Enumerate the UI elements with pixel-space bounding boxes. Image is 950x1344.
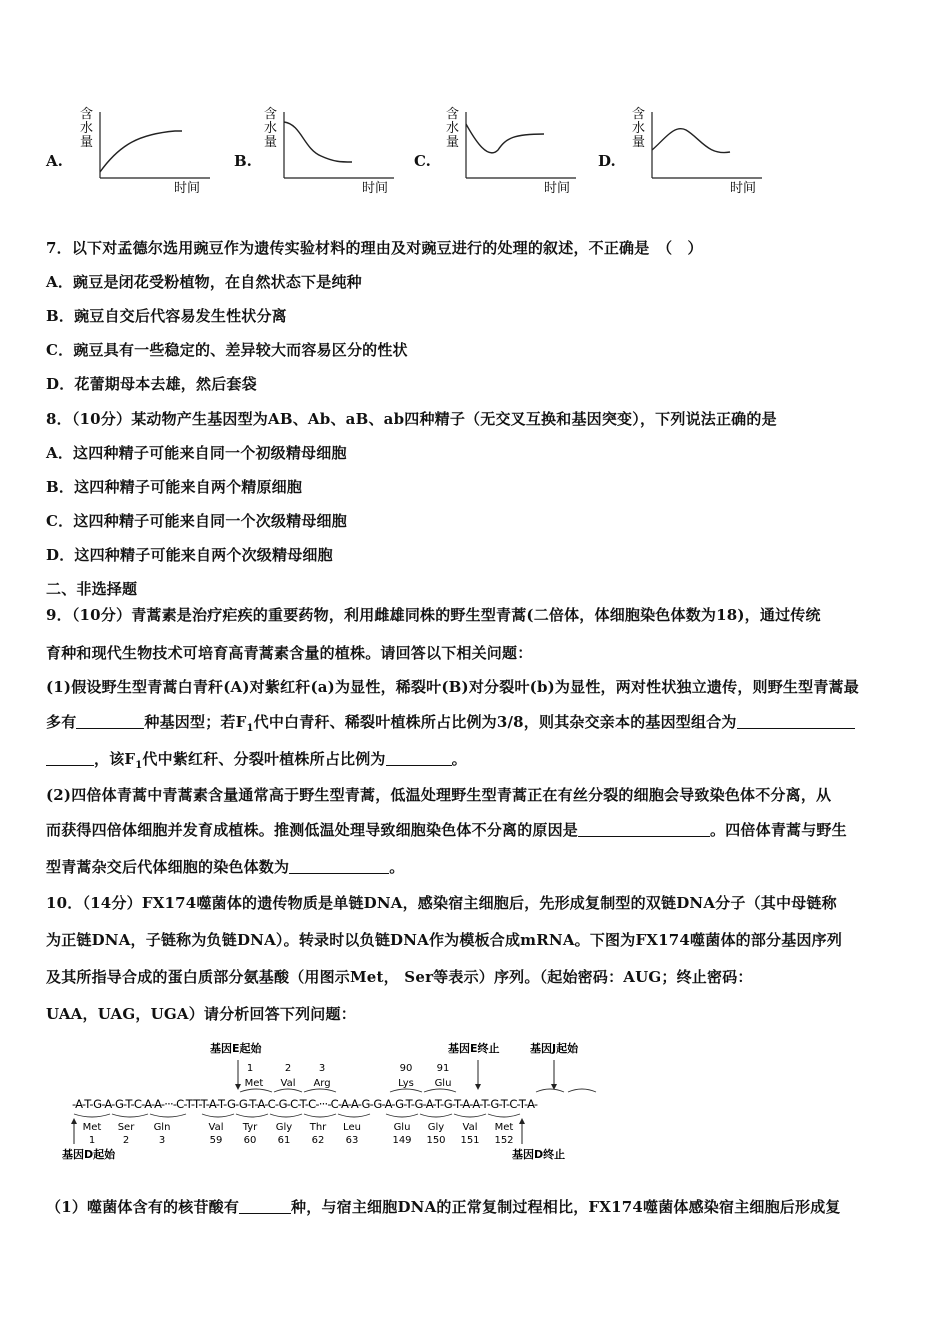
bottom-aa-name-62: Thr — [309, 1122, 327, 1133]
graph-option-c-label: C. — [414, 152, 431, 170]
q7-option-b: B．豌豆自交后代容易发生性状分离 — [46, 307, 287, 325]
bottom-aa-num-3: 3 — [158, 1135, 166, 1146]
q9-line-7: 而获得四倍体细胞并发育成植株。推测低温处理导致细胞染色体不分离的原因是 。四倍体青蒿与野生 — [46, 821, 847, 839]
q9-blank-genotype-count[interactable] — [76, 714, 144, 729]
top-aa-num-1: 1 — [246, 1063, 254, 1074]
q8-option-a: A．这四种精子可能来自同一个初级精母细胞 — [46, 444, 347, 462]
graph-b — [256, 104, 406, 196]
q9-line-2: 育种和现代生物技术可培育高青蒿素含量的植株。请回答以下相关问题： — [46, 644, 533, 662]
bottom-aa-num-61: 61 — [277, 1135, 291, 1146]
q7-option-c: C．豌豆具有一些稳定的、差异较大而容易区分的性状 — [46, 341, 408, 359]
q8-option-c: C．这四种精子可能来自同一个次级精母细胞 — [46, 512, 347, 530]
top-aa-num-3: 3 — [318, 1063, 326, 1074]
q9-line-1: 9．（10分）青蒿素是治疗疟疾的重要药物，利用雌雄同株的野生型青蒿(二倍体，体细胞染色体数为18)，通过传统 — [46, 606, 821, 624]
svg-text:量: 量 — [632, 135, 646, 150]
q10-subquestion-1: （1）噬菌体含有的核苷酸有 种，与宿主细胞DNA的正常复制过程相比，FX174噬菌体感染宿主细胞后形成复 — [46, 1198, 841, 1216]
svg-text:含: 含 — [264, 107, 278, 122]
top-aa-name-90: Lys — [398, 1078, 414, 1089]
q10-line-1: 10．（14分）FX174噬菌体的遗传物质是单链DNA，感染宿主细胞后，先形成复制型的双链DNA分子（其中母链称 — [46, 894, 837, 912]
q10-line-2: 为正链DNA，子链称为负链DNA）。转录时以负链DNA作为模板合成mRNA。下图为FX174噬菌体的部分基因序列 — [46, 931, 843, 949]
svg-text:含: 含 — [446, 107, 460, 122]
q10-line-3: 及其所指导合成的蛋白质部分氨基酸（用图示Met， Ser等表示）序列。（起始密码：AUG；终止密码： — [46, 968, 753, 986]
graph-a-ylabel-3: 量 — [80, 135, 94, 150]
graph-option-b-label: B. — [234, 152, 252, 170]
q9-line-6: (2)四倍体青蒿中青蒿素含量通常高于野生型青蒿，低温处理野生型青蒿正在有丝分裂的细胞会导致染色体不分离，从 — [46, 786, 832, 804]
bottom-aa-num-152: 152 — [494, 1135, 514, 1146]
top-aa-name-3: Arg — [313, 1078, 331, 1089]
bottom-aa-num-62: 62 — [311, 1135, 325, 1146]
gene-e-start-label: 基因E起始 — [210, 1042, 262, 1055]
svg-text:量: 量 — [446, 135, 460, 150]
bottom-aa-name-149: Glu — [393, 1122, 411, 1133]
graph-a-ylabel-2: 水 — [80, 121, 94, 136]
q9-line-8: 型青蒿杂交后代体细胞的染色体数为 。 — [46, 858, 405, 876]
top-aa-name-1: Met — [244, 1078, 264, 1089]
q9-blank-ratio[interactable] — [386, 751, 452, 766]
bottom-aa-name-60: Tyr — [242, 1122, 258, 1133]
gene-j-start-label: 基因J起始 — [530, 1042, 579, 1055]
q7-option-d: D．花蕾期母本去雄，然后套袋 — [46, 375, 257, 393]
svg-text:水: 水 — [446, 121, 460, 136]
graph-option-d-label: D. — [598, 152, 616, 170]
dna-sequence: -A-T-G-A-G-T-C-A-A-···-C-T-T-T-A-T-G-G-T-A-C-G-C-T-C-···-C-A-A-G-G-A-G-T-G-A-T-G-T-A-A-T-G-T-C-T-A- — [72, 1097, 538, 1111]
q10-line-4: UAA，UAG，UGA）请分析回答下列问题： — [46, 1005, 356, 1023]
q8-option-b: B．这四种精子可能来自两个精原细胞 — [46, 478, 303, 496]
q8-stem: 8．（10分）某动物产生基因型为AB、Ab、aB、ab四种精子（无交叉互换和基因突变），下列说法正确的是 — [46, 410, 777, 428]
graph-option-a-label: A. — [46, 152, 63, 170]
bottom-aa-num-151: 151 — [460, 1135, 480, 1146]
gene-d-start-label: 基因D起始 — [62, 1148, 116, 1161]
bottom-aa-name-63: Leu — [343, 1122, 361, 1133]
gene-d-end-label: 基因D终止 — [512, 1148, 566, 1161]
gene-sequence-figure — [60, 1036, 660, 1166]
bottom-aa-name-3: Gln — [153, 1122, 171, 1133]
bottom-aa-name-1: Met — [82, 1122, 102, 1133]
q7-stem: 7．以下对孟德尔选用豌豆作为遗传实验材料的理由及对豌豆进行的处理的叙述，不正确是 （ ） — [46, 239, 703, 257]
graph-d — [622, 104, 772, 196]
bottom-aa-name-2: Ser — [117, 1122, 135, 1133]
q9-line-5: ，该$F_1$代中紫红秆、分裂叶植株所占比例为 。 — [46, 748, 467, 771]
graph-d-xlabel: 时间 — [730, 181, 757, 196]
top-aa-num-91: 91 — [436, 1063, 450, 1074]
q7-option-a: A．豌豆是闭花受粉植物，在自然状态下是纯种 — [46, 273, 362, 291]
q10-blank-nucleotide-count[interactable] — [239, 1199, 291, 1214]
graph-a-xlabel: 时间 — [174, 181, 201, 196]
q8-option-d: D．这四种精子可能来自两个次级精母细胞 — [46, 546, 333, 564]
top-aa-name-91: Glu — [434, 1078, 452, 1089]
bottom-aa-name-61: Gly — [275, 1122, 293, 1133]
q9-blank-parent-genotypes-cont[interactable] — [46, 751, 94, 766]
q9-blank-parent-genotypes[interactable] — [737, 714, 855, 729]
svg-text:含: 含 — [632, 107, 646, 122]
svg-text:水: 水 — [632, 121, 646, 136]
graph-c — [436, 104, 586, 196]
q9-blank-chromosome-number[interactable] — [289, 859, 389, 874]
top-aa-num-90: 90 — [399, 1063, 413, 1074]
section-heading-non-choice: 二、非选择题 — [46, 580, 138, 598]
bottom-aa-num-150: 150 — [426, 1135, 446, 1146]
gene-e-end-label: 基因E终止 — [448, 1042, 500, 1055]
bottom-aa-name-152: Met — [494, 1122, 514, 1133]
q9-line-4: 多有 种基因型；若$F_1$代中白青秆、稀裂叶植株所占比例为3/8，则其杂交亲本的基因型组合为 — [46, 711, 855, 734]
q9-blank-cause[interactable] — [578, 822, 710, 837]
bottom-aa-name-151: Val — [462, 1122, 478, 1133]
bottom-aa-name-59: Val — [208, 1122, 224, 1133]
svg-text:量: 量 — [264, 135, 278, 150]
graph-c-xlabel: 时间 — [544, 181, 571, 196]
bottom-aa-num-63: 63 — [345, 1135, 359, 1146]
top-aa-num-2: 2 — [284, 1063, 292, 1074]
graph-b-xlabel: 时间 — [362, 181, 389, 196]
q9-line-3: (1)假设野生型青蒿白青秆(A)对紫红秆(a)为显性，稀裂叶(B)对分裂叶(b)为显性，两对性状独立遗传，则野生型青蒿最 — [46, 678, 859, 696]
bottom-aa-num-59: 59 — [209, 1135, 223, 1146]
graph-a — [70, 104, 220, 196]
bottom-aa-num-2: 2 — [122, 1135, 130, 1146]
top-aa-name-2: Val — [280, 1078, 296, 1089]
svg-text:水: 水 — [264, 121, 278, 136]
bottom-aa-num-1: 1 — [88, 1135, 96, 1146]
bottom-aa-num-60: 60 — [243, 1135, 257, 1146]
bottom-aa-num-149: 149 — [392, 1135, 412, 1146]
graph-a-ylabel-1: 含 — [80, 107, 94, 122]
bottom-aa-name-150: Gly — [427, 1122, 445, 1133]
